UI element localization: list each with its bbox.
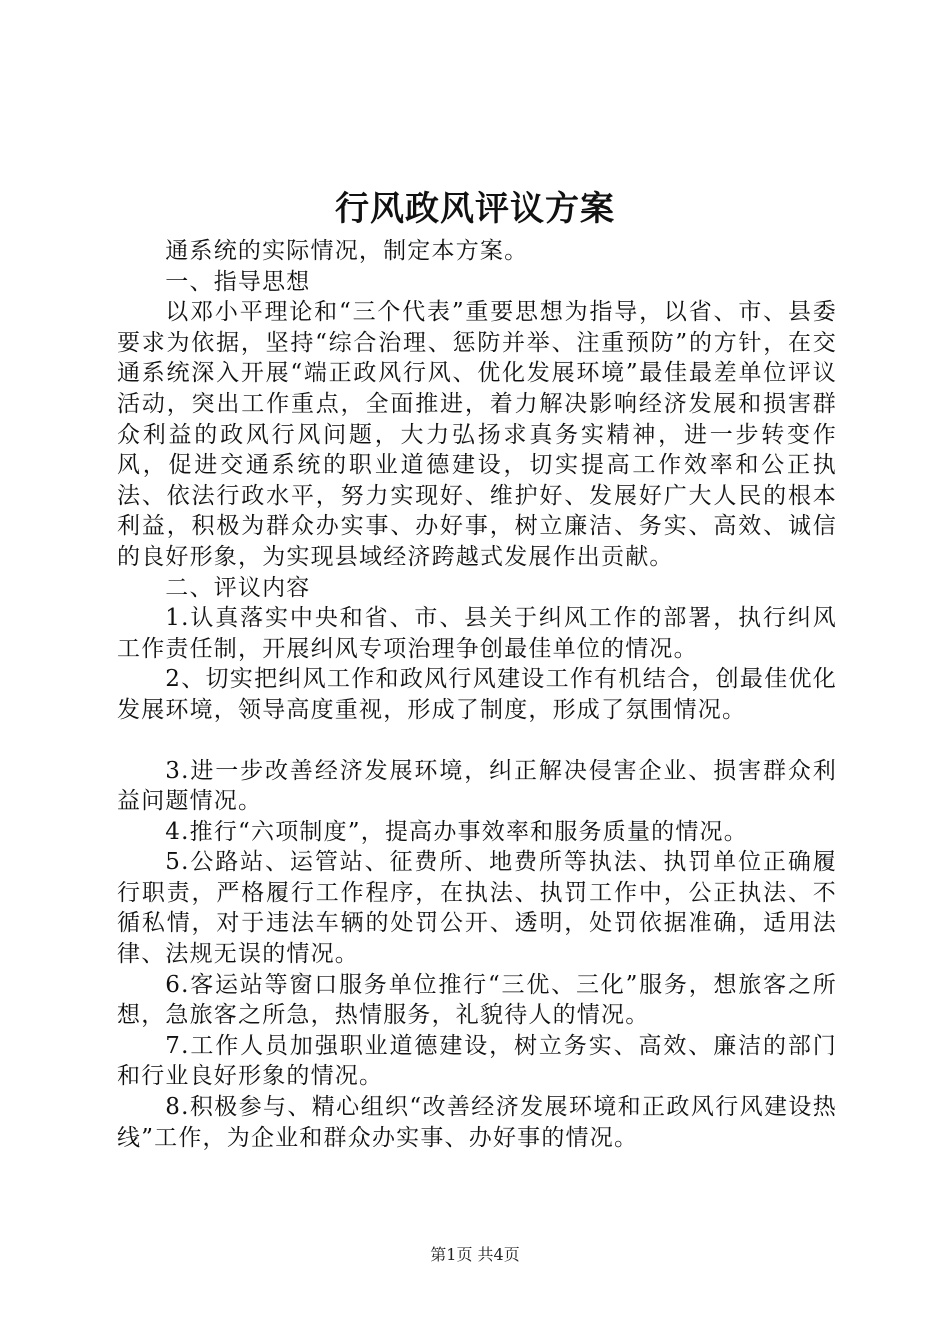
list-item-8: 8.积极参与、精心组织“改善经济发展环境和正政风行风建设热线”工作，为企业和群众办实事、办好事的情况。 <box>117 1094 837 1151</box>
list-item-5: 5.公路站、运管站、征费所、地费所等执法、执罚单位正确履行职责，严格履行工作程序，在执法、执罚工作中，公正执法、不循私情，对于违法车辆的处罚公开、透明，处罚依据准确，适用法律、法规无误的情况。 <box>117 849 837 968</box>
list-item-6: 6.客运站等窗口服务单位推行“三优、三化”服务，想旅客之所想，急旅客之所急，热情服务，礼貌待人的情况。 <box>117 971 837 1029</box>
document-title: 行风政风评议方案 <box>335 189 615 229</box>
list-item-1: 1.认真落实中央和省、市、县关于纠风工作的部署，执行纠风工作责任制，开展纠风专项治理争创最佳单位的情况。 <box>117 605 837 662</box>
paragraph-intro-fragment: 通系统的实际情况，制定本方案。 <box>165 238 529 264</box>
document-body <box>117 236 837 1153</box>
list-item-3: 3.进一步改善经济发展环境，纠正解决侵害企业、损害群众利益问题情况。 <box>117 757 837 815</box>
blank-line <box>117 726 837 756</box>
list-item-4: 4.推行“六项制度”，提高办事效率和服务质量的情况。 <box>165 818 748 845</box>
section-heading-guiding-thought: 一、指导思想 <box>165 268 311 295</box>
page-number-footer: 第1页 共4页 <box>430 1245 520 1264</box>
list-item-2: 2、切实把纠风工作和政风行风建设工作有机结合，创最佳优化发展环境，领导高度重视，形成了制度，形成了氛围情况。 <box>117 666 837 723</box>
paragraph-guiding-thought: 以邓小平理论和“三个代表”重要思想为指导，以省、市、县委要求为依据，坚持“综合治理、惩防并举、注重预防”的方针，在交通系统深入开展“端正政风行风、优化发展环境”最佳最差单位评议活动，突出工作重点，全面推进，着力解决影响经济发展和损害群众利益的政风行风问题，大力弘扬求真务实精神，进一步转变作风，促进交通系统的职业道德建设，切实提高工作效率和公正执法、依法行政水平，努力实现好、维护好、发展好广大人民的根本利益，积极为群众办实事、办好事，树立廉洁、务实、高效、诚信的良好形象，为实现县域经济跨越式发展作出贡献。 <box>117 299 837 570</box>
list-item-7: 7.工作人员加强职业道德建设，树立务实、高效、廉洁的部门和行业良好形象的情况。 <box>117 1032 837 1090</box>
section-heading-evaluation-content: 二、评议内容 <box>165 574 311 601</box>
